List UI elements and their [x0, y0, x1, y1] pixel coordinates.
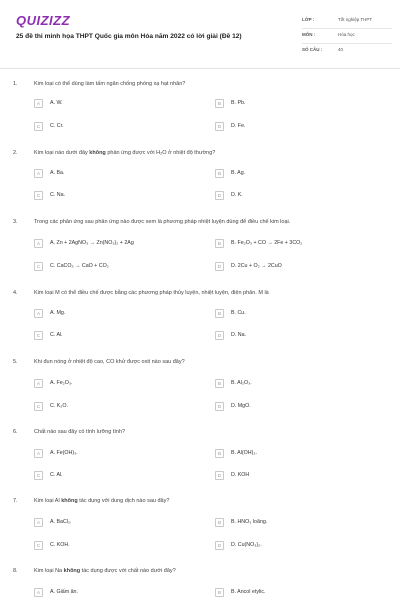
option-a[interactable]: A. Fe(OH)₃.	[50, 450, 78, 456]
option-letter-a[interactable]: A	[34, 449, 43, 458]
option-c[interactable]: C. K₂O.	[50, 403, 68, 409]
option-d[interactable]: D. 2Cu + O₂ → 2CuO	[231, 263, 282, 269]
option-a[interactable]: A. Giấm ăn.	[50, 589, 78, 595]
question-text-part: tác dụng được với chất nào dưới đây?	[80, 568, 176, 574]
option-letter-c[interactable]: C	[34, 122, 43, 131]
question-text-part: Kim loại Na	[34, 568, 64, 574]
option-b[interactable]: B. Fe₂O₃ + CO → 2Fe + 3CO₂	[231, 240, 303, 246]
question-number: 2.	[13, 150, 18, 156]
question-text-part: Kim loại nào dưới đây	[34, 150, 90, 156]
worksheet-header	[0, 0, 400, 62]
option-letter-c[interactable]: C	[34, 262, 43, 271]
option-a[interactable]: A. Ba.	[50, 170, 65, 176]
option-letter-a[interactable]: A	[34, 379, 43, 388]
option-letter-b[interactable]: B	[215, 518, 224, 527]
option-c[interactable]: C. Na.	[50, 192, 66, 198]
option-b[interactable]: B. HNO₃ loãng.	[231, 519, 268, 525]
option-a[interactable]: A. Zn + 2AgNO₃ → Zn(NO₃)₂ + 2Ag	[50, 240, 134, 246]
option-letter-b[interactable]: B	[215, 99, 224, 108]
question-number: 8.	[13, 568, 18, 574]
meta-label: SỐ CÂU :	[302, 47, 323, 52]
option-letter-c[interactable]: C	[34, 402, 43, 411]
question-text	[34, 150, 384, 156]
option-b[interactable]: B. Pb.	[231, 100, 246, 106]
option-letter-d[interactable]: D	[215, 122, 224, 131]
option-a[interactable]: A. Mg.	[50, 310, 66, 316]
question-text-part: phản ứng được với H₂O ở nhiệt độ thường?	[105, 150, 216, 156]
worksheet-meta	[302, 14, 392, 59]
question-keyword: không	[63, 568, 81, 574]
meta-value: Tốt nghiệp THPT	[338, 17, 373, 22]
option-d[interactable]: D. Cu(NO₃)₂.	[231, 542, 262, 548]
option-a[interactable]: A. W.	[50, 100, 63, 106]
option-letter-a[interactable]: A	[34, 99, 43, 108]
question-text: Trong các phản ứng sau phản ứng nào được xem là phương pháp nhiệt luyện dùng để điều chế kim loại.	[34, 219, 291, 225]
option-b[interactable]: B. Cu.	[231, 310, 246, 316]
meta-row-subject	[302, 29, 392, 44]
option-b[interactable]: B. Al₂O₃.	[231, 380, 252, 386]
meta-value: 40	[338, 47, 344, 52]
meta-row-class	[302, 14, 392, 29]
worksheet-title: 25 đề thi minh họa THPT Quốc gia môn Hóa năm 2022 có lời giải (Đề 12)	[16, 33, 242, 40]
meta-value: Hóa học	[338, 32, 355, 37]
question-text-part: tác dụng với dung dịch nào sau đây?	[77, 498, 170, 504]
option-letter-b[interactable]: B	[215, 588, 224, 597]
meta-label: MÔN :	[302, 32, 316, 37]
option-letter-d[interactable]: D	[215, 541, 224, 550]
option-letter-b[interactable]: B	[215, 449, 224, 458]
option-letter-c[interactable]: C	[34, 541, 43, 550]
option-letter-b[interactable]: B	[215, 379, 224, 388]
option-letter-c[interactable]: C	[34, 191, 43, 200]
option-d[interactable]: D. MgO.	[231, 403, 251, 409]
option-letter-b[interactable]: B	[215, 309, 224, 318]
option-d[interactable]: D. KOH	[231, 472, 250, 478]
option-letter-d[interactable]: D	[215, 402, 224, 411]
question-number: 4.	[13, 290, 18, 296]
option-c[interactable]: C. Al.	[50, 332, 63, 338]
question-text: Kim loại có thể dùng làm tấm ngăn chống phóng xạ hạt nhân?	[34, 81, 186, 87]
header-divider	[0, 68, 400, 69]
question-keyword: không	[89, 150, 106, 156]
question-number: 5.	[13, 359, 18, 365]
question-text: Chất nào sau đây có tính lưỡng tính?	[34, 429, 126, 435]
option-a[interactable]: A. Fe₂O₃.	[50, 380, 73, 386]
option-d[interactable]: D. Fe.	[231, 123, 246, 129]
meta-label: LỚP :	[302, 17, 315, 22]
option-b[interactable]: B. Ag.	[231, 170, 246, 176]
question-text-part: Kim loại Al	[34, 498, 62, 504]
option-c[interactable]: C. CaCO₃ → CaO + CO₂	[50, 263, 109, 269]
option-letter-d[interactable]: D	[215, 191, 224, 200]
quizizz-logo: QUIZIZZ	[16, 13, 71, 28]
option-letter-a[interactable]: A	[34, 309, 43, 318]
option-letter-b[interactable]: B	[215, 239, 224, 248]
option-d[interactable]: D. Na.	[231, 332, 247, 338]
question-text	[34, 498, 384, 504]
option-a[interactable]: A. BaCl₂.	[50, 519, 72, 525]
option-letter-a[interactable]: A	[34, 169, 43, 178]
option-letter-c[interactable]: C	[34, 331, 43, 340]
question-text: Kim loại M có thể điều chế được bằng các phương pháp thủy luyện, nhiệt luyện, điện phân. M là	[34, 290, 269, 296]
option-c[interactable]: C. Cr.	[50, 123, 64, 129]
option-b[interactable]: B. Ancol etylic.	[231, 589, 266, 595]
meta-row-count	[302, 44, 392, 59]
question-number: 7.	[13, 498, 18, 504]
option-letter-a[interactable]: A	[34, 239, 43, 248]
option-c[interactable]: C. KOH.	[50, 542, 70, 548]
question-number: 6.	[13, 429, 18, 435]
option-c[interactable]: C. Al.	[50, 472, 63, 478]
option-letter-a[interactable]: A	[34, 518, 43, 527]
option-b[interactable]: B. Al(OH)₃.	[231, 450, 257, 456]
option-letter-d[interactable]: D	[215, 471, 224, 480]
option-letter-b[interactable]: B	[215, 169, 224, 178]
option-letter-d[interactable]: D	[215, 331, 224, 340]
option-letter-c[interactable]: C	[34, 471, 43, 480]
option-letter-d[interactable]: D	[215, 262, 224, 271]
question-keyword: không	[61, 498, 78, 504]
question-text: Khi đun nóng ở nhiệt độ cao, CO khử được oxit nào sau đây?	[34, 359, 185, 365]
question-text	[34, 568, 384, 574]
question-number: 1.	[13, 81, 18, 87]
option-d[interactable]: D. K.	[231, 192, 243, 198]
question-number: 3.	[13, 219, 18, 225]
option-letter-a[interactable]: A	[34, 588, 43, 597]
